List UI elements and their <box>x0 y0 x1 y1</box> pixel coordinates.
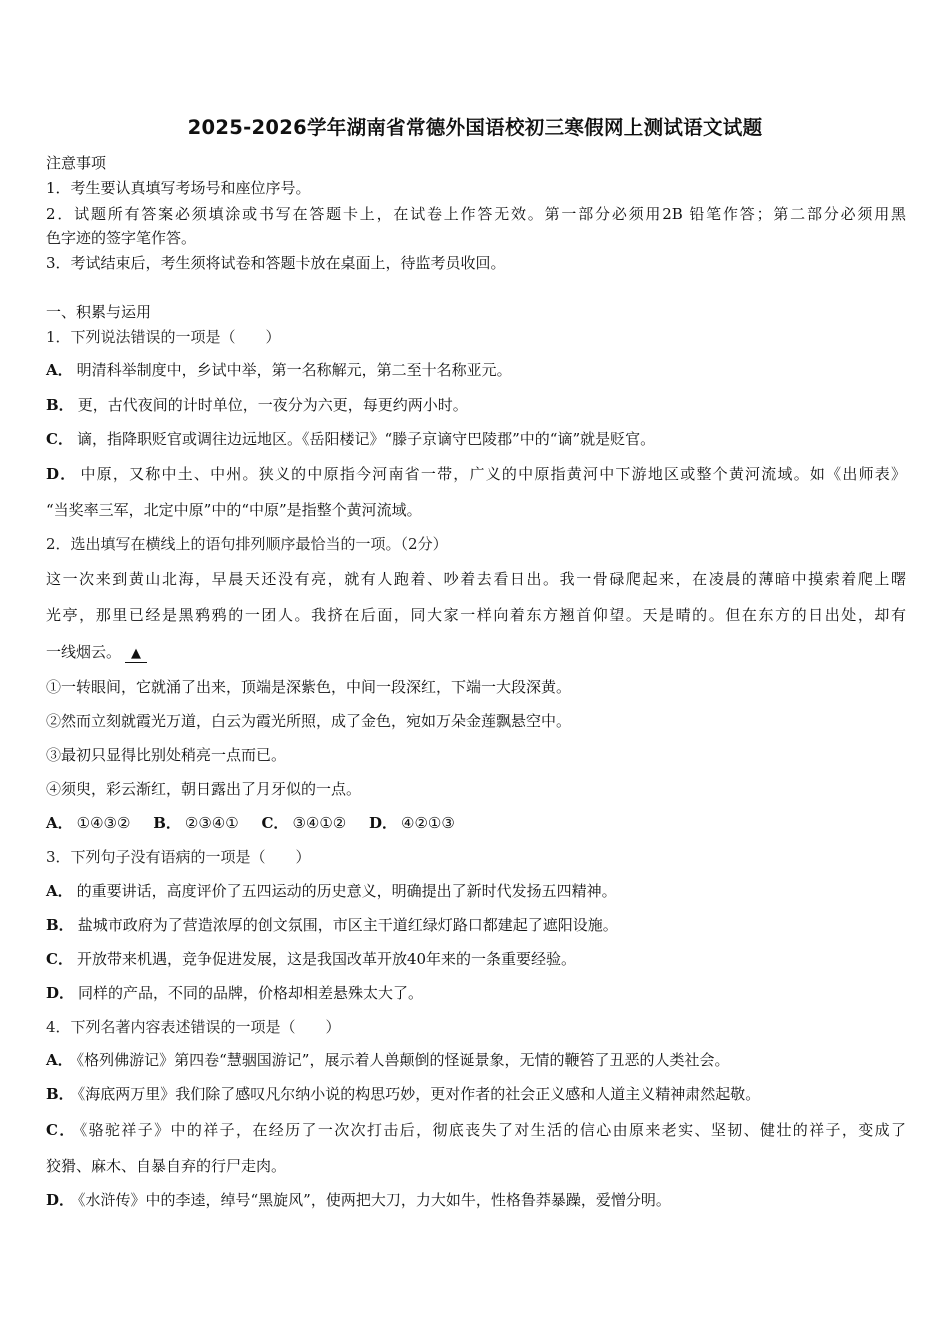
option-text: 《水浒传》中的李逵，绰号“黑旋风”，使两把大刀，力大如牛，性格鲁莽暴躁，爱憎分明。 <box>78 1191 671 1209</box>
option-letter: D． <box>369 814 398 832</box>
section-heading: 一、积累与运用 <box>46 303 152 321</box>
notice-heading: 注意事项 <box>46 154 107 172</box>
q1-option-d-continued: “当奖率三军，北定中原”中的“中原”是指整个黄河流域。 <box>46 501 422 519</box>
option-letter: D． <box>46 1191 75 1209</box>
q4-option-c <box>46 1119 906 1140</box>
option-letter: B． <box>153 814 181 832</box>
option-letter: D． <box>46 984 75 1002</box>
question-1-stem: 1．下列说法错误的一项是（ ） <box>46 328 281 346</box>
option-letter: C． <box>261 814 289 832</box>
q2-option-a <box>46 814 130 832</box>
option-text: 明清科举制度中，乡试中举，第一名称解元，第二至十名称亚元。 <box>76 361 512 379</box>
page-title: 2025-2026学年湖南省常德外国语校初三寒假网上测试语文试题 <box>187 116 763 139</box>
q4-option-d <box>46 1190 671 1210</box>
q2-passage-line <box>46 642 147 663</box>
option-letter: C． <box>46 1121 76 1139</box>
q4-option-c-continued: 狡猾、麻木、自暴自弃的行尸走肉。 <box>46 1157 287 1175</box>
q2-option-d <box>369 814 455 832</box>
q2-sentence: ③最初只显得比别处稍亮一点而已。 <box>46 746 287 764</box>
option-letter: C． <box>46 950 73 968</box>
option-text: 开放带来机遇，竞争促进发展，这是我国改革开放40年来的一条重要经验。 <box>76 950 577 968</box>
q4-option-b <box>46 1084 760 1104</box>
option-letter: C． <box>46 430 73 448</box>
q2-passage-end: 一线烟云。 <box>46 643 122 661</box>
option-text: ④②①③ <box>401 814 455 832</box>
q1-option-c <box>46 429 655 449</box>
q2-option-c <box>261 814 346 832</box>
question-2-stem: 2．选出填写在横线上的语句排列顺序最恰当的一项。（2分） <box>46 535 448 553</box>
answer-blank: ▲ <box>125 646 147 663</box>
option-letter: A． <box>46 361 73 379</box>
q4-option-a <box>46 1050 729 1070</box>
option-letter: A． <box>46 882 73 900</box>
notice-item: 1．考生要认真填写考场号和座位序号。 <box>46 179 311 197</box>
option-letter: B． <box>46 916 74 934</box>
q1-option-d <box>46 463 906 484</box>
q3-option-d <box>46 983 423 1003</box>
option-letter: A． <box>46 1051 73 1069</box>
option-text: 《格列佛游记》第四卷“慧骃国游记”，展示着人兽颠倒的怪诞景象，无情的鞭笞了丑恶的人类社会。 <box>76 1051 730 1069</box>
option-text: 中原，又称中土、中州。狭义的中原指今河南省一带，广义的中原指黄河中下游地区或整个黄河流域。如《出师表》 <box>80 465 906 483</box>
option-text: 《海底两万里》我们除了感叹凡尔纳小说的构思巧妙，更对作者的社会正义感和人道主义精神肃然起敬。 <box>77 1085 761 1103</box>
option-text: 《骆驼祥子》中的祥子，在经历了一次次打击后，彻底丧失了对生活的信心由原来老实、坚韧、健壮的祥子，变成了 <box>79 1121 906 1139</box>
notice-item: 2．试题所有答案必须填涂或书写在答题卡上，在试卷上作答无效。第一部分必须用2B 铅笔作答；第二部分必须用黑 <box>46 205 906 223</box>
option-letter: A． <box>46 814 73 832</box>
option-text: 同样的产品，不同的品牌，价格却相差悬殊太大了。 <box>78 984 424 1002</box>
option-text: 盐城市政府为了营造浓厚的创文氛围，市区主干道红绿灯路口都建起了遮阳设施。 <box>77 916 618 934</box>
option-text: ②③④① <box>184 814 239 832</box>
q2-options <box>46 813 473 833</box>
option-text: ①④③② <box>76 814 131 832</box>
q2-sentence: ④须臾，彩云渐红，朝日露出了月牙似的一点。 <box>46 780 362 798</box>
option-text: ③④①② <box>292 814 347 832</box>
option-letter: D． <box>46 465 77 483</box>
option-letter: B． <box>46 396 74 414</box>
option-text: 更，古代夜间的计时单位，一夜分为六更，每更约两小时。 <box>77 396 468 414</box>
q2-sentence: ②然而立刻就霞光万道，白云为霞光所照，成了金色，宛如万朵金莲飘悬空中。 <box>46 712 572 730</box>
q2-sentence: ①一转眼间，它就涌了出来，顶端是深紫色，中间一段深红，下端一大段深黄。 <box>46 678 572 696</box>
q2-option-b <box>153 814 238 832</box>
q3-option-b <box>46 915 618 935</box>
notice-item: 3．考试结束后，考生须将试卷和答题卡放在桌面上，待监考员收回。 <box>46 254 506 272</box>
q1-option-b <box>46 395 468 415</box>
option-text: 谪，指降职贬官或调往边远地区。《岳阳楼记》“滕子京谪守巴陵郡”中的“谪”就是贬官。 <box>76 430 656 448</box>
q2-passage-line: 这一次来到黄山北海，早晨天还没有亮，就有人跑着、吵着去看日出。我一骨碌爬起来，在凌晨的薄暗中摸索着爬上曙 <box>46 570 906 588</box>
option-text: 的重要讲话，高度评价了五四运动的历史意义，明确提出了新时代发扬五四精神。 <box>76 882 617 900</box>
option-letter: B． <box>46 1085 74 1103</box>
q1-option-a <box>46 360 512 380</box>
q3-option-c <box>46 949 576 969</box>
q2-passage-line: 光亭，那里已经是黑鸦鸦的一团人。我挤在后面，同大家一样向着东方翘首仰望。天是晴的。但在东方的日出处，却有 <box>46 606 906 624</box>
notice-item: 色字迹的签字笔作答。 <box>46 229 197 247</box>
q3-option-a <box>46 881 617 901</box>
question-4-stem: 4．下列名著内容表述错误的一项是（ ） <box>46 1018 341 1036</box>
question-3-stem: 3．下列句子没有语病的一项是（ ） <box>46 848 311 866</box>
